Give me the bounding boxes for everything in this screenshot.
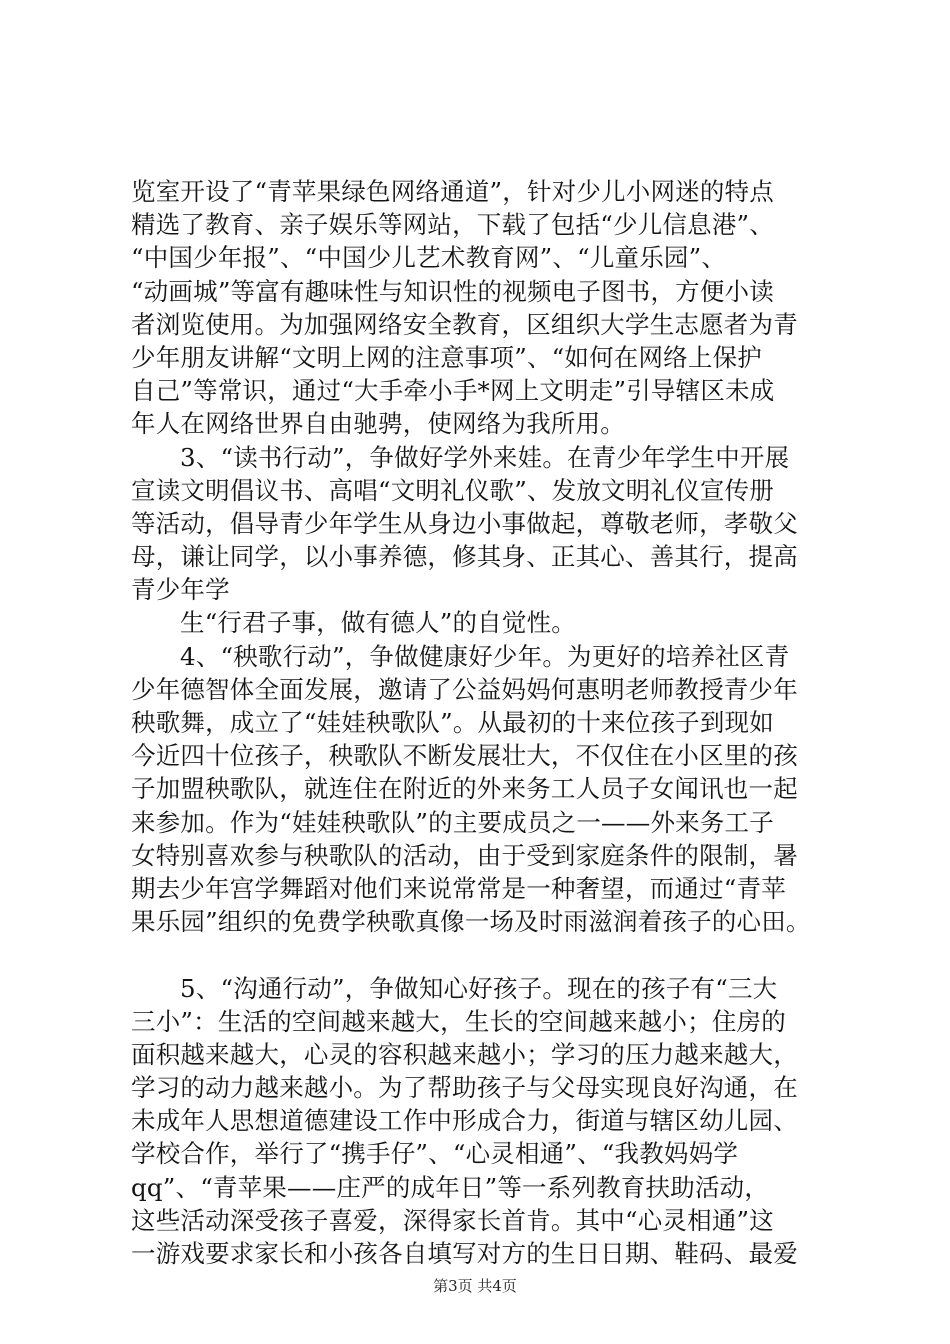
text-line: 三小”：生活的空间越来越大，生长的空间越来越小；住房的 xyxy=(131,1006,786,1036)
paragraph-start-line: 5、“沟通行动”，争做知心好孩子。现在的孩子有“三大 xyxy=(180,973,778,1003)
text-line: 宣读文明倡议书、高唱“文明礼仪歌”、发放文明礼仪宣传册 xyxy=(131,475,774,505)
paragraph-start-line: 3、“读书行动”，争做好学外来娃。在青少年学生中开展 xyxy=(180,442,790,472)
text-line: 精选了教育、亲子娱乐等网站，下载了包括“少儿信息港”、 xyxy=(131,210,774,240)
text-line: 母，谦让同学，以小事养德，修其身、正其心、善其行，提高 xyxy=(131,542,798,572)
text-line: 秧歌舞，成立了“娃娃秧歌队”。从最初的十来位孩子到现如 xyxy=(131,708,774,737)
text-line: 青少年学 xyxy=(131,575,230,605)
text-line: 览室开设了“青苹果绿色网络通道”，针对少儿小网迷的特点 xyxy=(131,177,774,206)
text-line: 今近四十位孩子，秧歌队不断发展壮大，不仅住在小区里的孩 xyxy=(131,741,798,771)
text-line: “中国少年报”、“中国少儿艺术教育网”、“儿童乐园”、 xyxy=(131,243,727,273)
text-line: 期去少年宫学舞蹈对他们来说常常是一种奢望，而通过“青苹 xyxy=(131,873,786,903)
text-line: 年人在网络世界自由驰骋，使网络为我所用。 xyxy=(131,409,625,439)
paragraph-start-line: 4、“秧歌行动”，争做健康好少年。为更好的培养社区青 xyxy=(180,641,790,671)
text-line: “动画城”等富有趣味性与知识性的视频电子图书，方便小读 xyxy=(131,276,774,306)
paragraph-gap xyxy=(131,938,836,971)
paragraph-start-line: 生“行君子事，做有德人”的自觉性。 xyxy=(180,608,576,638)
text-line: 学校合作，举行了“携手仔”、“心灵相通”、“我教妈妈学 xyxy=(131,1139,739,1169)
page-number-footer: 第3页 共4页 xyxy=(433,1277,517,1295)
text-line: 果乐园”组织的免费学秧歌真像一场及时雨滋润着孩子的心田。 xyxy=(131,907,811,937)
text-line: 女特别喜欢参与秧歌队的活动，由于受到家庭条件的限制，暑 xyxy=(131,840,798,870)
text-line: qq”、“青苹果——庄严的成年日”等一系列教育扶助活动， xyxy=(131,1172,770,1202)
text-line: 来参加。作为“娃娃秧歌队”的主要成员之一——外来务工子 xyxy=(131,807,774,837)
document-body xyxy=(131,175,836,1270)
text-line: 子加盟秧歌队，就连住在附近的外来务工人员子女闻讯也一起 xyxy=(131,774,798,804)
text-line: 一游戏要求家长和小孩各自填写对方的生日日期、鞋码、最爱 xyxy=(131,1239,798,1268)
text-line: 面积越来越大，心灵的容积越来越小；学习的压力越来越大， xyxy=(131,1039,798,1069)
text-line: 者浏览使用。为加强网络安全教育，区组织大学生志愿者为青 xyxy=(131,309,798,339)
text-line: 少年朋友讲解“文明上网的注意事项”、“如何在网络上保护 xyxy=(131,342,762,372)
text-line: 自己”等常识，通过“大手牵小手*网上文明走”引导辖区未成 xyxy=(131,376,775,406)
text-line: 少年德智体全面发展，邀请了公益妈妈何惠明老师教授青少年 xyxy=(131,674,798,704)
text-line: 学习的动力越来越小。为了帮助孩子与父母实现良好沟通，在 xyxy=(131,1073,798,1103)
text-line: 这些活动深受孩子喜爱，深得家长首肯。其中“心灵相通”这 xyxy=(131,1205,774,1235)
text-line: 未成年人思想道德建设工作中形成合力，街道与辖区幼儿园、 xyxy=(131,1106,798,1136)
text-line: 等活动，倡导青少年学生从身边小事做起，尊敬老师，孝敬父 xyxy=(131,508,798,538)
